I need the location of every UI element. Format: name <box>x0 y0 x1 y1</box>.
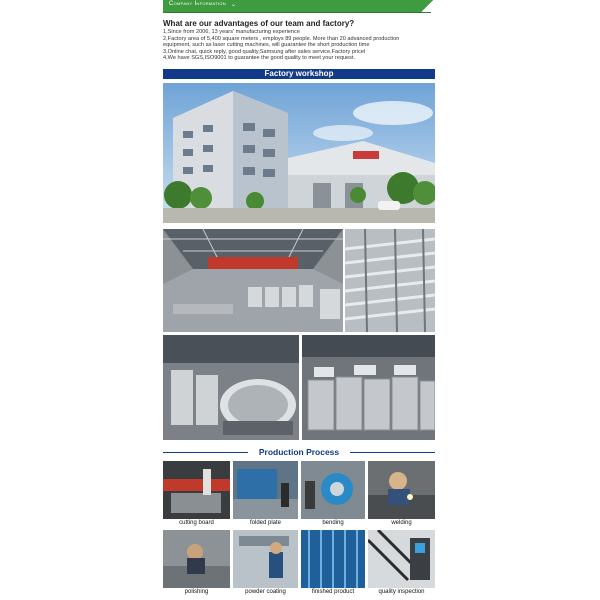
quality-inspection-photo <box>368 530 435 588</box>
factory-workshop-banner: Factory workshop <box>163 69 435 79</box>
advantage-line: 3,Online chat, quick reply, good quality,Samsung after sales service,Factory pricel <box>163 48 366 55</box>
profile-rack-photo <box>345 229 435 332</box>
metal-cylinders-photo <box>163 335 299 440</box>
step-caption: finished product <box>311 589 355 595</box>
step-caption: quality inspection <box>378 589 425 595</box>
metal-cabinets-photo <box>302 335 435 440</box>
factory-building-photo <box>163 83 435 223</box>
chevron-down-icon: ⌄ <box>231 2 237 8</box>
cutting-board-photo <box>163 461 230 519</box>
workshop-interior-photo <box>163 229 343 332</box>
step-caption: bending <box>322 520 344 526</box>
folded-plate-photo <box>233 461 298 519</box>
step-caption: powder coating <box>245 589 286 595</box>
advantage-line: 2,Factory area of 5,400 square meters , employs 89 people. More than 20 advanced production <box>163 35 400 42</box>
company-information-tab[interactable] <box>163 0 431 13</box>
step-caption: cutting board <box>179 520 214 526</box>
advantage-line: 1,Since from 2006, 13 years' manufacturing experience <box>163 29 300 35</box>
powder-coating-photo <box>233 530 298 588</box>
tab-corner-decoration <box>420 0 434 12</box>
advantage-line: 4,We have SGS,ISO9001 to guarantee the good quality to meet your request. <box>163 55 356 61</box>
advantages-heading: What are our advantages of our team and factory? <box>163 19 355 28</box>
welding-photo <box>368 461 435 519</box>
bending-photo <box>301 461 365 519</box>
production-process-title: Production Process <box>258 447 340 457</box>
finished-product-photo <box>301 530 365 588</box>
tab-label: Company Information <box>169 1 226 7</box>
divider-line <box>350 452 435 453</box>
step-caption: welding <box>391 520 412 526</box>
step-caption: polishing <box>184 589 209 595</box>
advantage-line: equipment, such as laser cutting machines, will guarantee the short production time <box>163 42 370 48</box>
step-caption: folded plate <box>249 520 282 526</box>
polishing-photo <box>163 530 230 588</box>
